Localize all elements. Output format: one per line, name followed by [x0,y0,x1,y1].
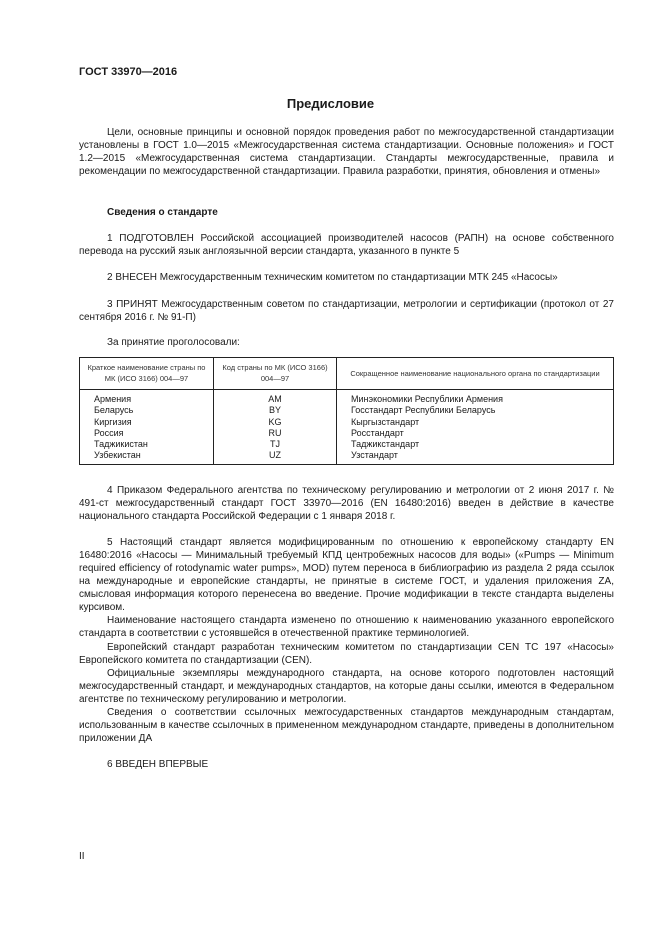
table-row [80,450,614,464]
vote-table [79,357,614,465]
table-row [80,428,614,439]
header-agency: Сокращенное наименование национального органа по стандартизации [337,358,614,390]
item-3: 3 ПРИНЯТ Межгосударственным советом по стандартизации, метрологии и сертификации (протокол от 27 сентября 2016 г. № 91-П) [79,299,614,323]
table-row [80,405,614,416]
table-row [80,390,614,406]
table-row [80,439,614,450]
header-code: Код страны по МК (ИСО 3166) 004—97 [214,358,337,390]
agency-cell: Кыргызстандарт [337,417,614,428]
vote-table-header [80,358,614,390]
section-subtitle: Сведения о стандарте [107,207,218,218]
page-title: Предисловие [286,96,375,111]
agency-cell: Узстандарт [337,450,614,464]
item-5-main: 5 Настоящий стандарт является модифицированным по отношению к европейскому стандарту EN 16480:2016 «Насосы — Минимальный требуемый КПД центробежных насосов для воды» («Pumps — Minimum required efficiency of rotodynamic water pumps», MOD) путем переноса в библиографию из раздела 2 ряда ссылок на международные и европейские стандарты, не принятые в системе ГОСТ, и удаления приложения ZA, смысловая информация которого перенесена во введение. Прочие модификации в тексте стандарта выделены курсивом. [79,537,614,613]
code-cell: TJ [214,439,337,450]
item-5-name-note: Наименование настоящего стандарта изменено по отношению к наименованию указанного европейского стандарта в соответствии с устоявшейся в отечественной практике терминологией. [79,615,614,639]
country-cell: Таджикистан [80,439,214,450]
code-cell: RU [214,428,337,439]
item-5-copies-note: Официальные экземпляры международного стандарта, на основе которого подготовлен настоящий межгосударственный стандарт, и международных стандартов, на которые даны ссылки, имеются в Федеральном агентстве по техническому регулированию и метрологии. [79,668,614,705]
item-5-references-note: Сведения о соответствии ссылочных межгосударственных стандартов международным стандартам, использованным в качестве ссылочных в примененном международном стандарте, приведены в дополнительном приложении ДА [79,707,614,744]
agency-cell: Таджикстандарт [337,439,614,450]
country-cell: Армения [80,390,214,406]
vote-label: За принятие проголосовали: [107,337,240,348]
agency-cell: Госстандарт Республики Беларусь [337,405,614,416]
item-5-cen-note: Европейский стандарт разработан техническим комитетом по стандартизации CEN TC 197 «Насосы» Европейского комитета по стандартизации (CEN). [79,642,614,666]
item-4: 4 Приказом Федерального агентства по техническому регулированию и метрологии от 2 июня 2017 г. № 491-ст межгосударственный стандарт ГОСТ 33970—2016 (EN 16480:2016) введен в действие в качестве национального стандарта Российской Федерации с 1 января 2018 г. [79,485,614,522]
country-cell: Россия [80,428,214,439]
item-2: 2 ВНЕСЕН Межгосударственным техническим комитетом по стандартизации МТК 245 «Насосы» [107,272,558,283]
code-cell: KG [214,417,337,428]
agency-cell: Росстандарт [337,428,614,439]
header-country: Краткое наименование страны по МК (ИСО 3166) 004—97 [80,358,214,390]
agency-cell: Минэкономики Республики Армения [337,390,614,406]
item-1: 1 ПОДГОТОВЛЕН Российской ассоциацией производителей насосов (РАПН) на основе собственного перевода на русский язык англоязычной версии стандарта, указанного в пункте 5 [79,233,614,257]
document-id: ГОСТ 33970—2016 [79,66,178,78]
country-cell: Киргизия [80,417,214,428]
country-cell: Узбекистан [80,450,214,464]
item-6: 6 ВВЕДЕН ВПЕРВЫЕ [107,759,209,770]
code-cell: UZ [214,450,337,464]
country-cell: Беларусь [80,405,214,416]
code-cell: BY [214,405,337,416]
table-row [80,417,614,428]
page-number: II [79,851,85,862]
code-cell: AM [214,390,337,406]
intro-paragraph: Цели, основные принципы и основной порядок проведения работ по межгосударственной стандартизации установлены в ГОСТ 1.0—2015 «Межгосударственная система стандартизации. Основные положения» и ГОСТ 1.2—2015 «Межгосударственная система стандартизации. Стандарты межгосударственные, правила и рекомендации по межгосударственной стандартизации. Правила разработки, принятия, обновления и отмены» [79,127,614,177]
